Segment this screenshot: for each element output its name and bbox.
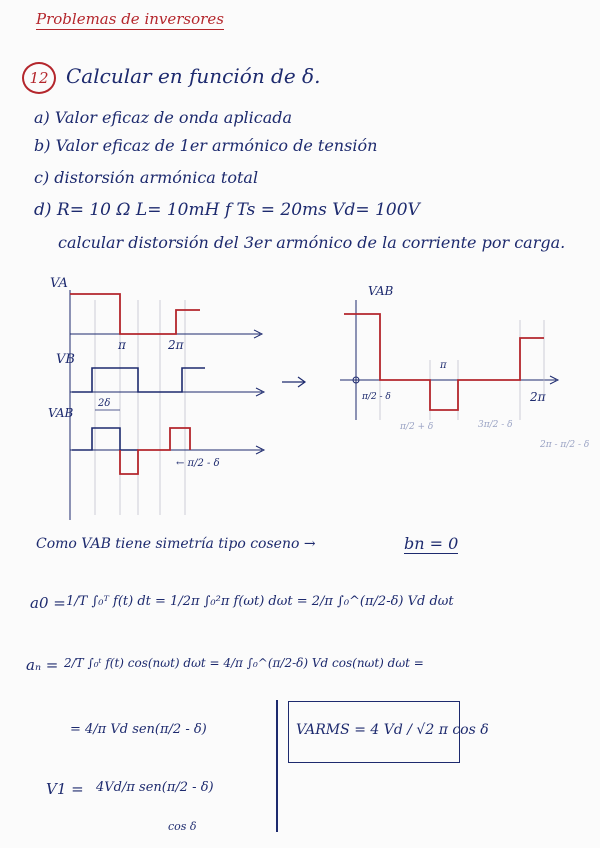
v1-rhs: 4Vd/π sen(π/2 - δ) <box>96 780 214 795</box>
label-pi-left: π <box>118 338 126 352</box>
item-c: c) distorsión armónica total <box>34 168 259 187</box>
page-title: Problemas de inversores <box>36 10 224 28</box>
label-vab-right: VAB <box>368 284 394 298</box>
symmetry-note: Como VAB tiene simetría tipo coseno → <box>36 536 316 552</box>
label-pi-right: π <box>440 360 447 371</box>
boxed-result: VARMS = 4 Vd / √2 π cos δ <box>296 722 489 738</box>
label-m3: 3π/2 - δ <box>478 420 513 430</box>
label-m5: 2π - π/2 - δ <box>540 440 590 450</box>
problem-number: 12 <box>22 62 56 94</box>
problem-statement: Calcular en función de δ. <box>66 64 321 88</box>
item-b: b) Valor eficaz de 1er armónico de tensión <box>34 136 378 155</box>
divider <box>276 700 278 832</box>
v1-lhs: V1 = <box>46 780 84 798</box>
label-offset: ← π/2 - δ <box>176 458 220 469</box>
an-result: = 4/π Vd sen(π/2 - δ) <box>70 722 207 737</box>
item-d-cont: calcular distorsión del 3er armónico de la corriente por carga. <box>58 233 566 252</box>
label-2pi-right: 2π <box>530 390 546 404</box>
an-lhs: aₙ = <box>26 656 59 674</box>
an-equation: 2/T ∫₀ᵗ f(t) cos(nωt) dωt = 4/π ∫₀^(π/2-δ) Vd cos(nωt) dωt = <box>64 656 424 670</box>
a0-lhs: a0 = <box>30 594 66 612</box>
label-vb: VB <box>56 352 75 367</box>
label-2delta: 2δ <box>98 398 111 409</box>
label-m1: π/2 - δ <box>362 392 391 402</box>
label-vab-left: VAB <box>48 406 74 420</box>
a0-equation: 1/T ∫₀ᵀ f(t) dt = 1/2π ∫₀²π f(ωt) dωt = 2/π ∫₀^(π/2-δ) Vd dωt <box>66 594 454 609</box>
label-va: VA <box>50 276 68 291</box>
item-d: d) R= 10 Ω L= 10mH f Ts = 20ms Vd= 100V <box>34 200 420 220</box>
bn-result: bn = 0 <box>404 534 459 553</box>
label-m2: π/2 + δ <box>400 422 434 432</box>
label-2pi-left: 2π <box>168 338 184 352</box>
item-a: a) Valor eficaz de onda aplicada <box>34 108 293 127</box>
cos-note: cos δ <box>168 820 197 833</box>
